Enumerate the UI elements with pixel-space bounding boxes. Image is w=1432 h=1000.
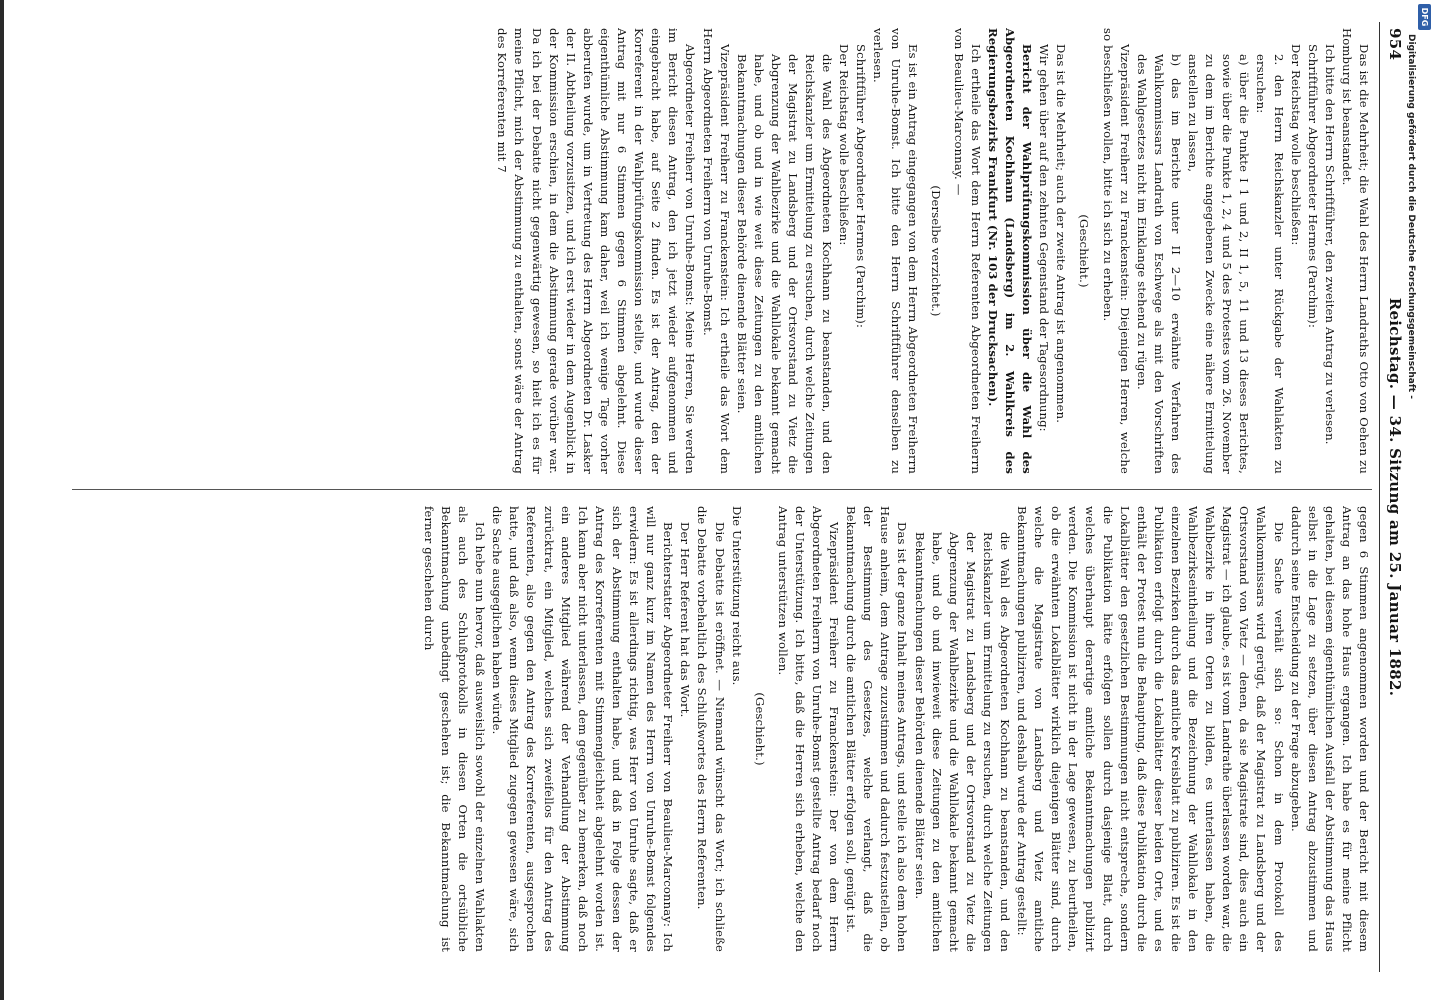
page-header bbox=[1382, 22, 1404, 972]
paragraph: Die Unterstützung reicht aus. bbox=[729, 506, 744, 686]
running-title: Reichstag. — 34. Sitzung am 25. Januar 1882. bbox=[1386, 297, 1404, 697]
paragraph: Vizepräsident Freiherr zu Franckenstein: Der von dem Herrn Abgeordneten Freiherrn von Unruhe-Bomst gestellte Antrag bedarf noch der Unterstützung. Ich bitte, daß die Herren sich erheben, welche den Antrag unterstützen wollen. bbox=[775, 506, 842, 952]
digitization-credit: Digitalisierung gefördert durch die Deutsche Forschungsgemeinschaft - bbox=[1406, 34, 1416, 399]
paragraph: 2. den Herrn Reichskanzler unter Rückgabe der Wahlakten zu ersuchen: bbox=[1254, 54, 1286, 474]
paragraph: Das ist die Mehrheit; die Wahl des Herrn Landraths Otto von Oehen zu Homburg ist beanstandet. bbox=[1339, 28, 1371, 474]
dfg-logo-text: DFG bbox=[1420, 7, 1429, 27]
text-columns bbox=[72, 28, 1372, 966]
paragraph: Wir gehen über auf den zehnten Gegenstand der Tagesordnung: bbox=[1037, 44, 1052, 432]
paragraph: a) über die Punkte I 1 und 2, II 1, 5, 11 und 13 dieses Berichtes, sowie über die Punkte 1, 2, 4 und 5 des Protestes vom 26. November zu dem im Berichte angegebenen Zwecke eine nähere Ermittelung anstellen zu lassen, bbox=[1186, 54, 1252, 474]
right-column bbox=[72, 506, 1372, 952]
paragraph: Ich ertheile das Wort dem Herrn Referenten Abgeordneten Freiherrn von Beaulieu-Marconnay. — bbox=[951, 28, 983, 474]
paragraph: Es ist ein Antrag eingegangen von dem Herrn Abgeordneten Freiherrn von Unruhe-Bomst. Ich bitte den Herrn Schriftführer denselben zu verlesen. bbox=[871, 28, 920, 474]
paragraph: Bericht der Wahlprüfungskommission über die Wahl des Abgeordneten Kochhann (Landsberg) im 2. Wahlkreis des Regierungsbezirks Frankfurt (Nr. 103 der Drucksachen). bbox=[986, 28, 1035, 474]
column-divider bbox=[72, 489, 1372, 490]
paragraph: gegen 6 Stimmen angenommen worden und der Bericht mit diesem Antrag an das hohe Haus ergangen. Ich habe es für meine Pflicht gehalten, bei diesem eigenthümlichen Ausfall der Abstimmung das Haus selbst in die Lage zu setzen, über diesen Antrag abzustimmen und dadurch seine Entscheidung zu der Frage abzugeben. bbox=[1288, 506, 1371, 952]
paragraph: Das ist der ganze Inhalt meines Antrags, und stelle ich also dem hohen Hause anheim, dem Antrage zuzustimmen und dadurch festzustellen, ob der Bestimmung des Gesetzes, welche verlangt, daß die Bekanntmachung durch die amtlichen Blätter erfolgen soll, genügt ist. bbox=[844, 506, 910, 952]
paragraph: die Wahl des Abgeordneten Kochhann zu beanstanden, und den Reichskanzler um Ermittelung zu ersuchen, durch welche Zeitungen der Magistrat zu Landsberg und der Ortsvorstand zu Vietz die Abgrenzung der Wahlbezirke und die Wahllokale bekannt gemacht habe, und ob und inwieweit diese Zeitungen zu den amtlichen Bekanntmachungen dieser Behörden dienende Blätter seien. bbox=[912, 532, 1013, 952]
paragraph: Ich hebe nun hervor, daß ausweislich sowohl der einzelnen Wahlakten als auch des Schlußprotokolls in diesen Orten die ortsübliche Bekanntmachung unbedingt geschehen ist; die Bekanntmachung ist ferner geschehen durch bbox=[421, 506, 488, 952]
dfg-logo bbox=[1418, 4, 1431, 30]
paragraph: Ich bitte den Herrn Schriftführer, den zweiten Antrag zu verlesen. bbox=[1322, 44, 1337, 445]
paragraph: Die Debatte ist eröffnet. — Niemand wünscht das Wort; ich schließe die Debatte vorbehaltlich des Schlußwortes des Herrn Referenten. bbox=[695, 506, 727, 952]
paragraph: die Wahl des Abgeordneten Kochhann zu beanstanden, und den Reichskanzler um Ermittelung zu ersuchen, durch welche Zeitungen der Magistrat zu Landsberg und der Ortsvorstand zu Vietz die Abgrenzung der Wahlbezirke und die Wahllokale bekannt gemacht habe, und ob und in wie weit diese Zeitungen zu den amtlichen Bekanntmachungen dieser Behörde dienende Blätter seien. bbox=[734, 54, 835, 474]
paragraph: Vizepräsident Freiherr zu Franckenstein: Ich ertheile das Wort dem Herrn Abgeordneten Freiherrn von Unruhe-Bomst. bbox=[700, 28, 732, 474]
paragraph: (Geschieht.) bbox=[1077, 214, 1092, 288]
header-rule bbox=[1379, 22, 1380, 972]
paragraph: Berichterstatter Abgeordneter Freiherr von Beaulieu-Marconnay: Ich will nur ganz kurz im Namen des Herrn von Unruhe-Bomst folgendes erwidern: Es ist allerdings richtig, was Herr von Unruhe sagte, daß er sich der Abstimmung enthalten habe, und daß in Folge dessen der Antrag des Korreferenten mit Stimmengleichheit abgelehnt worden ist. Ich kann aber nicht unterlassen, dem gegenüber zu bemerken, daß noch ein anderes Mitglied während der Verhandlung der Abstimmung zurücktrat, ein Mitglied, welches sich zweifellos für den Antrag des Referenten, also gegen den Antrag des Korreferenten, ausgesprochen hatte, und daß also, wenn dieses Mitglied zugegen gewesen wäre, sich die Sache ausgeglichen haben würde. bbox=[490, 506, 676, 952]
document-page bbox=[56, 22, 1416, 972]
left-column bbox=[72, 28, 1372, 474]
paragraph: Der Reichstag wolle beschließen: bbox=[837, 44, 852, 246]
paragraph: Abgeordneter Freiherr von Unruhe-Bomst: Meine Herren, Sie werden im Bericht diesen Antrag, den ich jetzt wieder aufgenommen und eingebracht habe, auf Seite 2 finden. Es ist der Antrag, den der Korreferent in der Wahlprüfungskommission stellte, und wurde dieser Antrag mit nur 6 Stimmen gegen 6 Stimmen abgelehnt. Diese eigenthümliche Abstimmung kam daher, weil ich wenige Tage vorher abberufen wurde, um in Vertretung des Herrn Abgeordneten Dr. Lasker der II. Abtheilung vorzusitzen, und ich erst wieder in dem Augenblick in der Kommission erschien, in dem die Abstimmung gerade vorüber war. Da ich bei der Debatte nicht gegenwärtig gewesen, so hielt ich es für meine Pflicht, mich der Abstimmung zu enthalten, sonst wäre der Antrag des Korreferenten mit 7 bbox=[495, 28, 698, 474]
paragraph: (Derselbe verzichtet.) bbox=[928, 185, 943, 317]
paragraph: Schriftführer Abgeordneter Hermes (Parchim): bbox=[854, 44, 869, 329]
paragraph: Vizepräsident Freiherr zu Franckenstein: Diejenigen Herren, welche so beschließen wollen, bitte ich sich zu erheben. bbox=[1100, 28, 1132, 474]
paragraph: (Geschieht.) bbox=[752, 692, 767, 766]
scan-edge bbox=[0, 0, 4, 1000]
paragraph: b) das im Berichte unter II 2—10 erwähnte Verfahren des Wahlkommissars Landrath von Eschwege als mit den Vorschriften des Wahlgesetzes nicht im Einklange stehend zu rügen. bbox=[1134, 54, 1183, 474]
page-number: 954 bbox=[1386, 28, 1404, 61]
paragraph: Die Sache verhält sich so: Schon in dem Protokoll des Wahlkommissars wird gerügt, daß der Magistrat zu Landsberg und der Ortsvorstand von Vietz — denen, da sie Magistrate sind, dies auch ein Magistrat — ich glaube, es ist vom Landrathe überlassen worden war, die Wahlbezirke in ihren Orten zu bilden, es unterlassen haben, die Wahlbezirkseintheilung und die Bezeichnung der Wahllokale in den einzelnen Bezirken durch das amtliche Kreisblatt zu publiziren. Es ist die Publikation erfolgt durch die Lokalblätter dieser beiden Orte, und es enthält der Protest nun die Behauptung, daß diese Publikation durch die Lokalblätter den gesetzlichen Bestimmungen nicht entspreche, sondern die Publikation hätte erfolgen sollen durch dasjenige Blatt, durch welches überhaupt derartige amtliche Bekanntmachungen publizirt werden. Die Kommission ist nicht in der Lage gewesen, zu beurtheilen, ob die erwähnten Lokalblätter wirklich diejenigen Blätter sind, durch welche die Magistrate von Landsberg und Vietz amtliche Bekanntmachungen publiziren, und deshalb wurde der Antrag gestellt: bbox=[1015, 506, 1286, 952]
paragraph: Der Reichstag wolle beschließen: bbox=[1288, 44, 1303, 246]
paragraph: Der Herr Referent hat das Wort. bbox=[678, 522, 693, 718]
paragraph: Schriftführer Abgeordneter Hermes (Parchim): bbox=[1305, 44, 1320, 329]
paragraph: Das ist die Mehrheit; auch der zweite Antrag ist angenommen. bbox=[1054, 44, 1069, 424]
